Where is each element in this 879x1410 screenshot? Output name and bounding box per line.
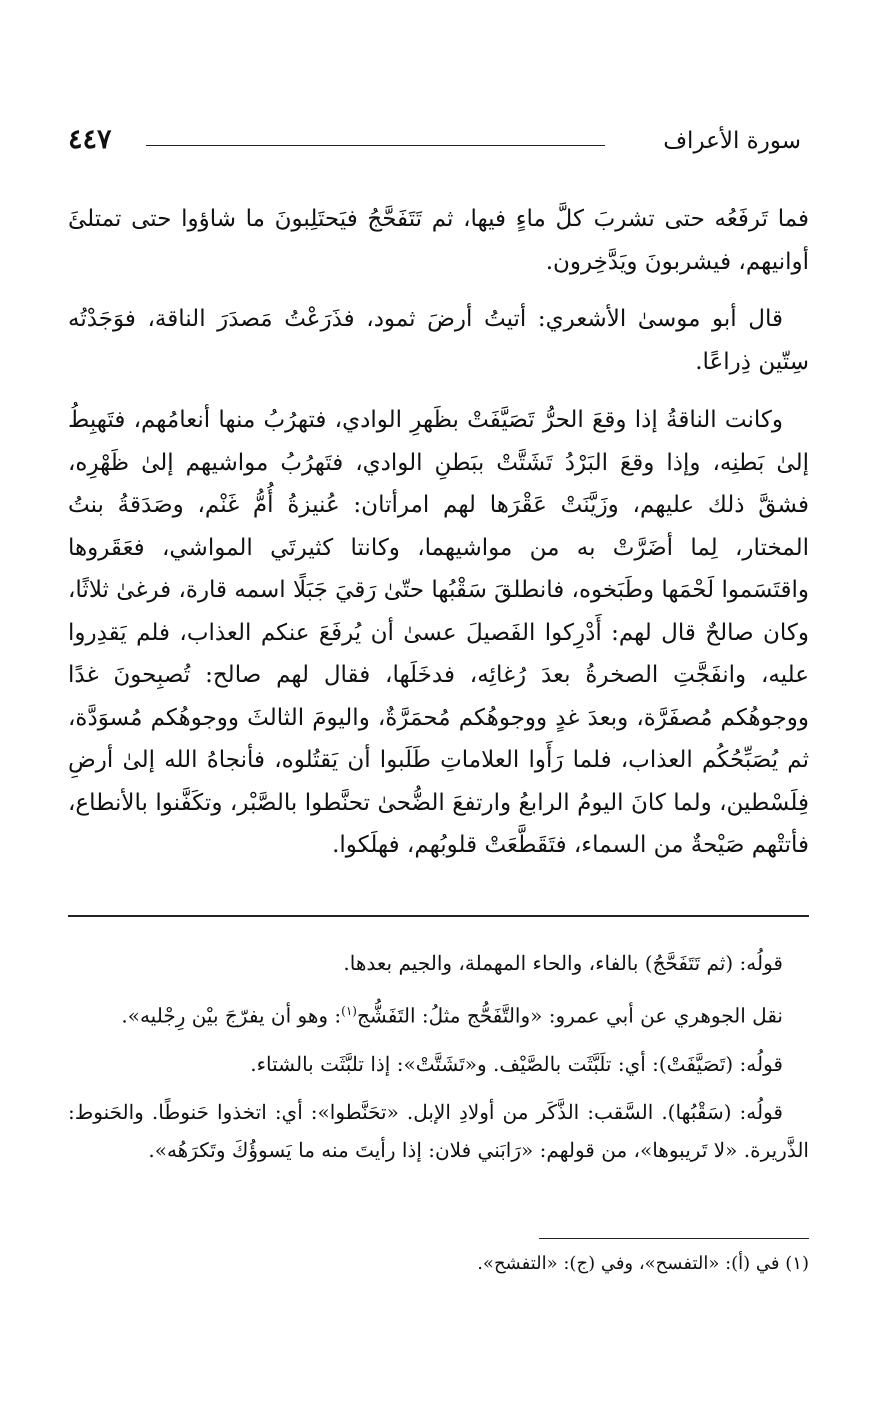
commentary-notes — [68, 944, 809, 1179]
paragraph-3: وكانت الناقةُ إذا وقعَ الحرُّ تَصَيَّفَتْ بظَهرِ الوادي، فتهرُبُ منها أنعامُهم، فتَهبِطُ إلىٰ بَطنِه، وإذا وقعَ البَرْدُ تَشَتَّتْ ببَطنِ الوادي، فتَهرُبُ مواشيهم إلىٰ ظَهْرِه، فشقَّ ذلك عليهم، وزَيَّنَتْ عَقْرَها لهم امرأتان: عُنيزةُ أُمُّ غَنْم، وصَدَقةُ بنتُ المختار، لِما أضَرَّتْ به من مواشيهما، وكانتا كثيرتَي المواشي، فعَقَروها واقتَسَموا لَحْمَها وطَبَخوه، فانطلقَ سَقْبُها حتّىٰ رَقيَ جَبَلًا اسمه قارة، فرغىٰ ثلاثًا، وكان صالحٌ قال لهم: أَدْرِكوا الفَصيلَ عسىٰ أن يُرفَعَ عنكم العذاب، فلم يَقدِروا عليه، وانفَجَّتِ الصخرةُ بعدَ رُغائِه، فدخَلَها، فقال لهم صالح: تُصبِحونَ غدًا ووجوهُكم مُصفَرَّة، وبعدَ غدٍ ووجوهُكم مُحمَرَّةٌ، واليومَ الثالثَ ووجوهُكم مُسوَدَّة، ثم يُصَبِّحُكُم العذاب، فلما رَأَوا العلاماتِ طَلَبوا أن يَقتُلوه، فأنجاهُ الله إلىٰ أرضِ فِلَسْطين، ولما كانَ اليومُ الرابعُ وارتفعَ الضُّحىٰ تحنَّطوا بالصَّبْر، وتكَفَّنوا بالأنطاع، فأتتْهم صَيْحةٌ من السماء، فتَقَطَّعَتْ قلوبُهم، فهلَكوا. — [68, 407, 809, 858]
paragraph-2: قال أبو موسىٰ الأشعري: أتيتُ أرضَ ثمود، فذَرَعْتُ مَصدَرَ الناقة، فوَجَدْتُه سِتّين ذِراعًا. — [68, 306, 809, 375]
paragraph-1: فما تَرفَعُه حتى تشربَ كلَّ ماءٍ فيها، ثم تَتَفَحَّجُ فيَحتَلِبونَ ما شاؤوا حتى تمتلئَ أوانيهم، فيشربونَ ويَدَّخِرون. — [68, 206, 809, 275]
page-header — [68, 124, 801, 164]
surah-title: سورة الأعراف — [663, 128, 801, 154]
page-number: ٤٤٧ — [68, 124, 112, 155]
footnote: (١) في (أ): «التفسح»، وفي (ج): «التفشح». — [477, 1253, 809, 1274]
note-2-part-b: : وهو أن يفرّجَ بيْن رِجْليه». — [121, 1003, 342, 1028]
main-text — [68, 198, 809, 867]
note-4: قولُه: (سَقْبُها). السَّقب: الذَّكَر من أولادِ الإبل. «تحَنَّطوا»: أي: اتخذوا حَنوطًا. والحَنوط: الذَّريرة. «لا تَريبوها»، من قولهم: «رَابَني فلان: إذا رأيتَ منه ما يَسوؤُكَ وتَكرَهُه». — [68, 1099, 809, 1162]
commentary-divider — [68, 915, 809, 917]
note-2-part-a: نقل الجوهري عن أبي عمرو: «والتَّفَحُّج مثلُ: التَفَشُّج — [356, 1003, 783, 1028]
note-3: قولُه: (تَصَيَّفَتْ): أي: تلَبَّثَت بالصَّيْف. و«تَشَتَّتْ»: إذا تلبَّثَت بالشتاء. — [250, 1051, 783, 1076]
note-2 — [68, 992, 809, 1035]
note-1: قولُه: (ثم تَتَفَحَّجُ) بالفاء، والحاء المهملة، والجيم بعدها. — [343, 951, 783, 975]
header-rule — [146, 145, 605, 146]
footnote-rule — [539, 1238, 809, 1239]
footnote-reference: (١) — [341, 1004, 357, 1018]
